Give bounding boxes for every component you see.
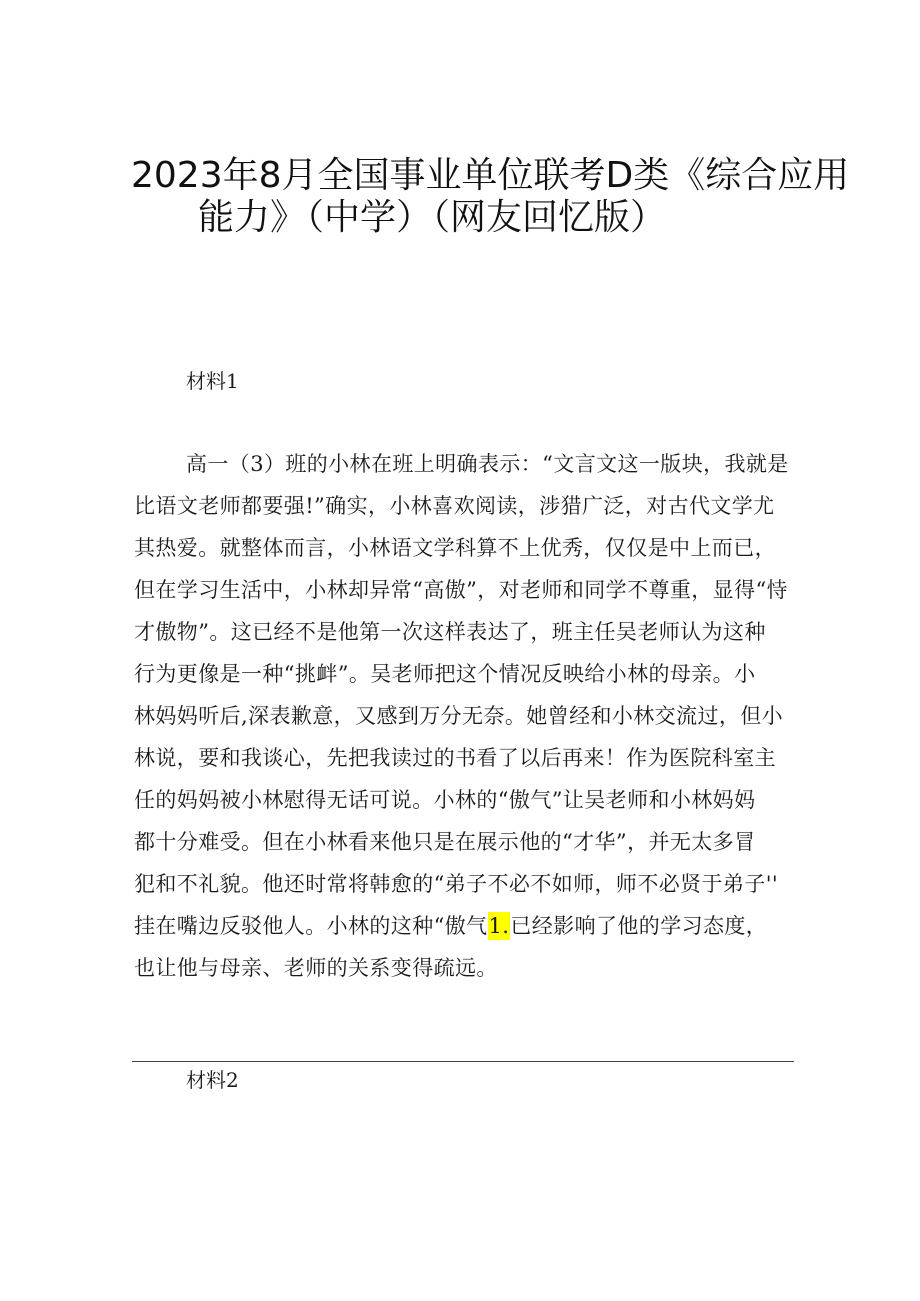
document-title-line-2: 能力》（中学）（网友回忆版） xyxy=(198,197,667,238)
paragraph-line: 高一（3）班的小林在班上明确表示：“文言文这一版块，我就是 xyxy=(186,452,789,476)
paragraph-line: 其热爱。就整体而言，小林语文学科算不上优秀，仅仅是中上而已， xyxy=(134,536,776,560)
paragraph-line: 比语文老师都要强!”确实，小林喜欢阅读，涉猎广泛，对古代文学尤 xyxy=(134,494,775,518)
paragraph-line: 犯和不礼貌。他还时常将韩愈的“弟子不必不如师，师不必贤于弟子'' xyxy=(134,872,779,896)
paragraph-line: 行为更像是一种“挑衅”。吴老师把这个情况反映给小林的母亲。小 xyxy=(134,662,756,686)
paragraph-line: 才傲物”。这已经不是他第一次这样表达了，班主任吴老师认为这种 xyxy=(134,620,766,644)
section-divider xyxy=(132,1061,794,1062)
paragraph-line: 林妈妈听后,深表歉意，又感到万分无奈。她曾经和小林交流过，但小 xyxy=(134,704,784,728)
material-1-paragraph xyxy=(134,443,794,989)
paragraph-line: 也让他与母亲、老师的关系变得疏远。 xyxy=(134,956,498,980)
line-text: 挂在嘴边反驳他人。小林的这种“傲气 xyxy=(134,914,488,938)
paragraph-line: 但在学习生活中，小林却异常“高傲”，对老师和同学不尊重，显得“恃 xyxy=(134,578,789,602)
document-title-line-1: 2023年8月全国事业单位联考D类《综合应用 xyxy=(131,155,850,196)
paragraph-line: 都十分难受。但在小林看来他只是在展示他的“才华”，并无太多冒 xyxy=(134,830,756,854)
material-1-label: 材料1 xyxy=(186,369,239,393)
paragraph-line: 林说，要和我谈心，先把我读过的书看了以后再来！作为医院科室主 xyxy=(134,746,776,770)
highlighted-marker: 1. xyxy=(488,914,510,938)
material-2-label: 材料2 xyxy=(186,1068,239,1092)
line-text: 已经影响了他的学习态度， xyxy=(510,914,768,938)
paragraph-line: 任的妈妈被小林慰得无话可说。小林的“傲气”让吴老师和小林妈妈 xyxy=(134,788,756,812)
paragraph-line-with-highlight xyxy=(134,905,794,947)
